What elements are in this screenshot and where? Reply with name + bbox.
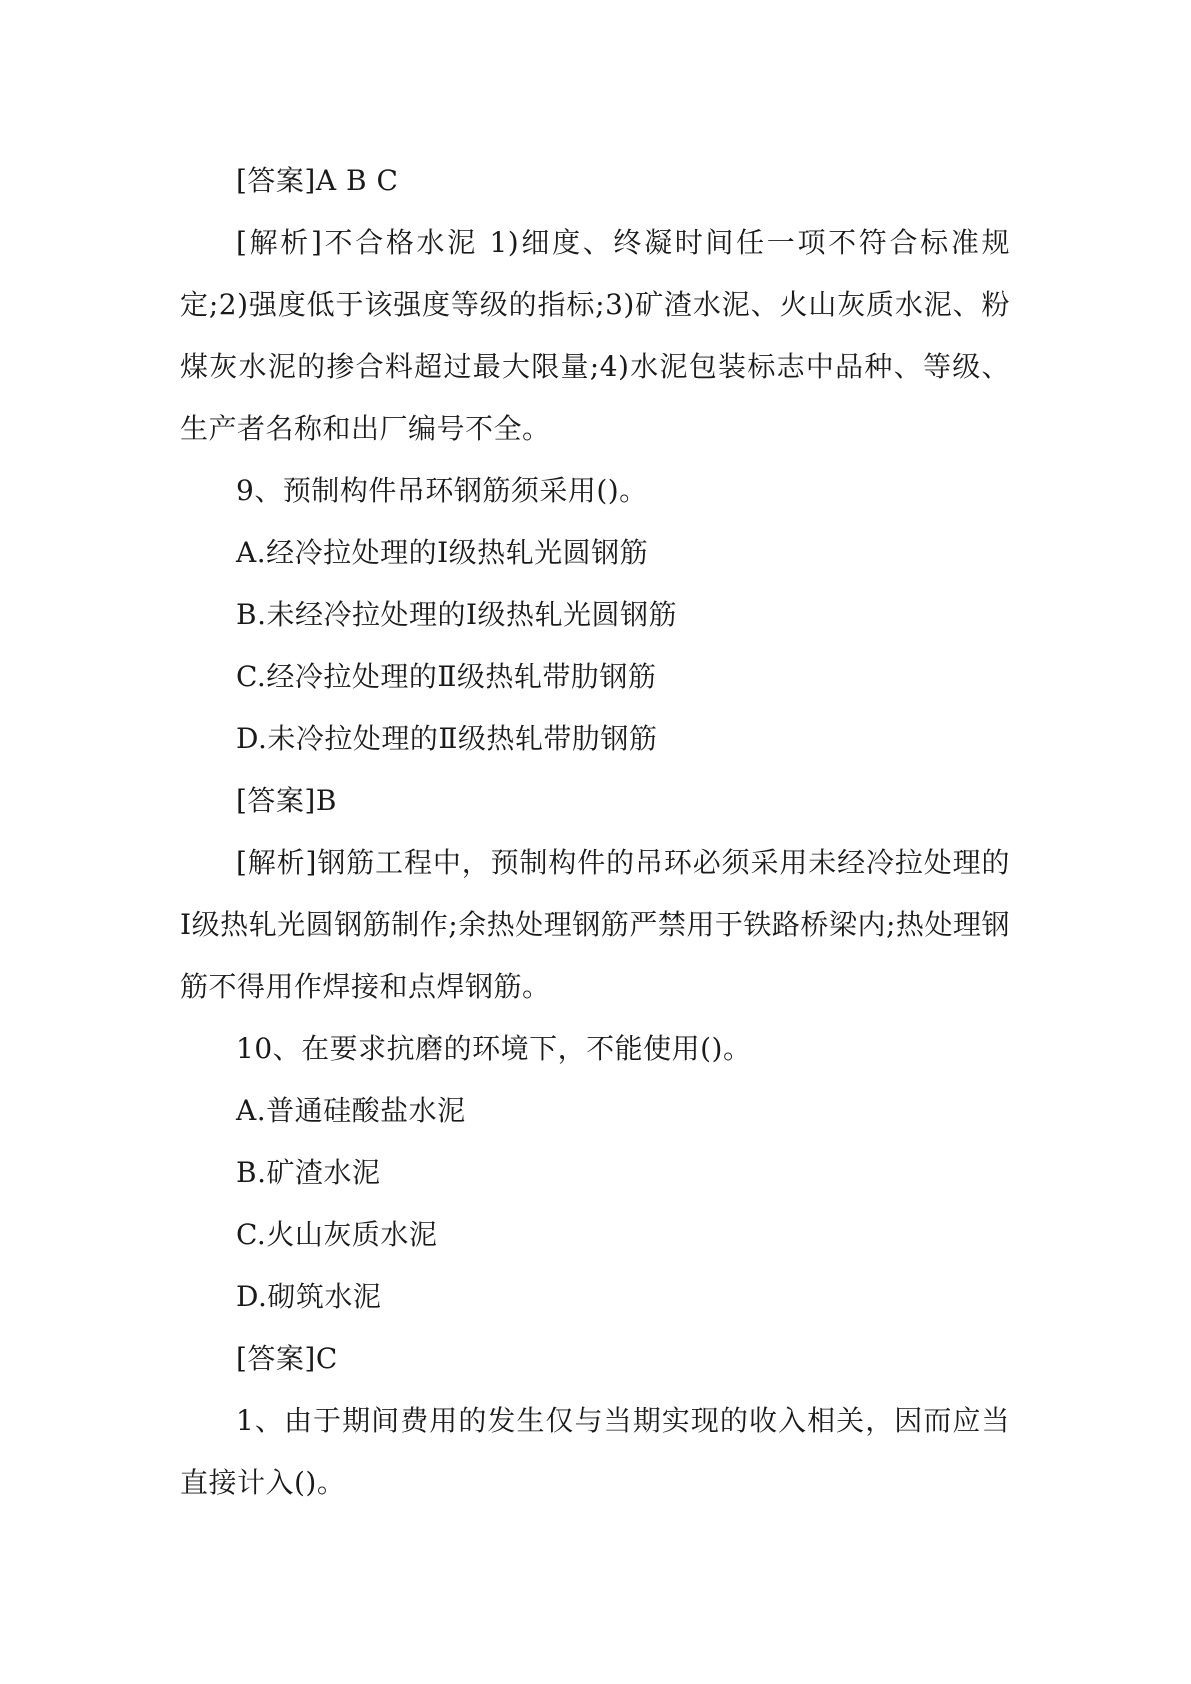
question-9: 9、预制构件吊环钢筋须采用()。 xyxy=(236,474,648,507)
question-1: 1、由于期间费用的发生仅与当期实现的收入相关，因而应当直接计入()。 xyxy=(180,1404,1010,1499)
answer-line-q8: [答案]A B C xyxy=(236,164,399,197)
document-body xyxy=(180,150,1010,1514)
option-10c: C.火山灰质水泥 xyxy=(236,1218,438,1251)
option-9d: D.未冷拉处理的Ⅱ级热轧带肋钢筋 xyxy=(236,722,658,755)
option-9a: A.经冷拉处理的Ⅰ级热轧光圆钢筋 xyxy=(236,536,649,569)
explanation-q8: [解析]不合格水泥 1)细度、终凝时间任一项不符合标准规定;2)强度低于该强度等级的指标;3)矿渣水泥、火山灰质水泥、粉煤灰水泥的掺合料超过最大限量;4)水泥包装标志中品种、等级、生产者名称和出厂编号不全。 xyxy=(180,226,1010,445)
answer-line-q9: [答案]B xyxy=(236,784,337,817)
answer-line-q10: [答案]C xyxy=(236,1342,338,1375)
explanation-q9: [解析]钢筋工程中，预制构件的吊环必须采用未经冷拉处理的 Ⅰ级热轧光圆钢筋制作;余热处理钢筋严禁用于铁路桥梁内;热处理钢筋不得用作焊接和点焊钢筋。 xyxy=(180,846,1010,1003)
question-10: 10、在要求抗磨的环境下，不能使用()。 xyxy=(236,1032,752,1065)
option-10d: D.砌筑水泥 xyxy=(236,1280,382,1313)
option-10a: A.普通硅酸盐水泥 xyxy=(236,1094,466,1127)
option-10b: B.矿渣水泥 xyxy=(236,1156,381,1189)
option-9c: C.经冷拉处理的Ⅱ级热轧带肋钢筋 xyxy=(236,660,657,693)
option-9b: B.未经冷拉处理的Ⅰ级热轧光圆钢筋 xyxy=(236,598,678,631)
